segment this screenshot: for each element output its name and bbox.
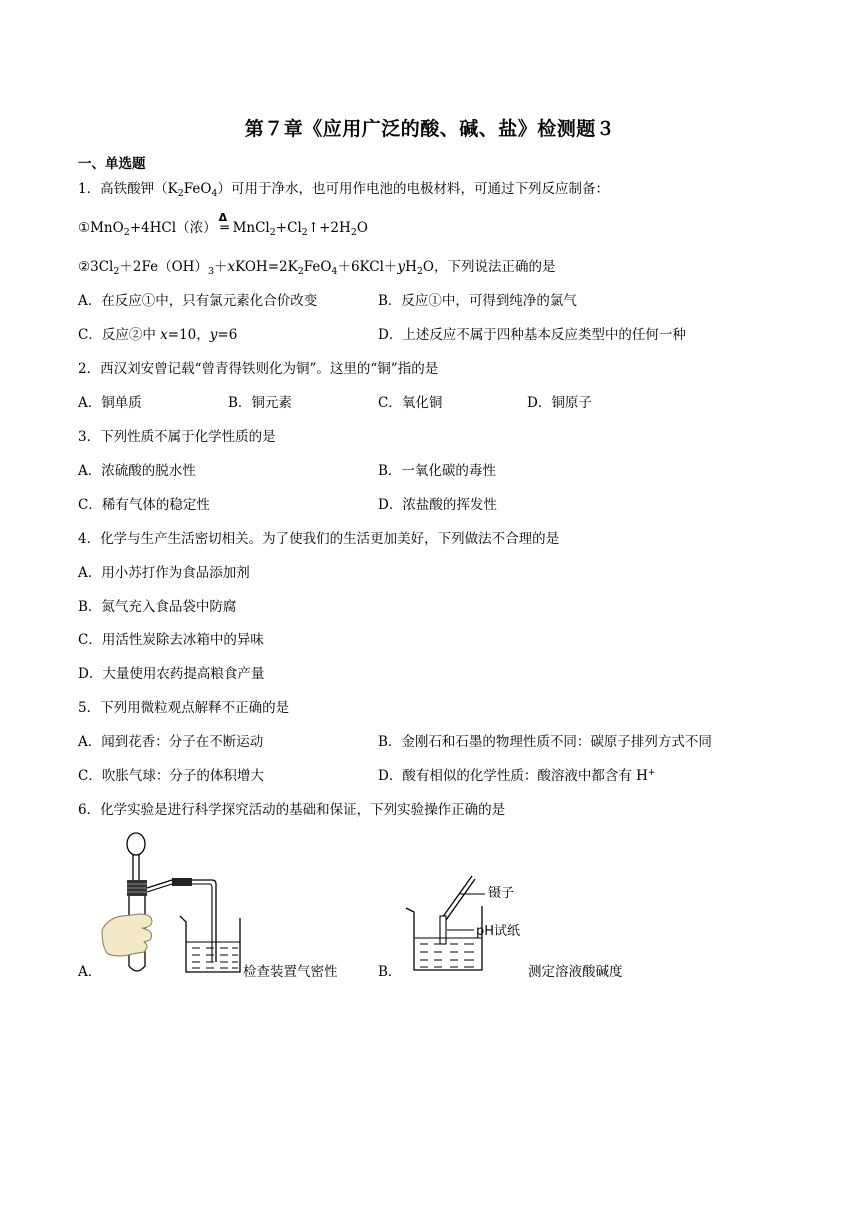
- question-1-option-d: D．上述反应不属于四种基本反应类型中的任何一种: [378, 327, 686, 343]
- question-6-stem: 6．化学实验是进行科学探究活动的基础和保证，下列实验操作正确的是: [78, 802, 506, 818]
- question-1-option-b: B．反应①中，可得到纯净的氯气: [378, 293, 577, 309]
- question-1-equation-1: ①MnO$_2$+4HCl（浓） Δ ═ $MnCl_2+Cl_2↑+2H_2O$: [78, 211, 368, 238]
- question-4-option-b: B．氮气充入食品袋中防腐: [78, 599, 237, 615]
- label-tweezers: 镊子: [488, 886, 515, 901]
- question-4-stem: 4．化学与生产生活密切相关。为了使我们的生活更加美好，下列做法不合理的是: [78, 531, 560, 547]
- question-5-option-c: C．吹胀气球：分子的体积增大: [78, 768, 264, 784]
- funnel-bulb: [127, 833, 145, 855]
- question-5-stem: 5．下列用微粒观点解释不正确的是: [78, 700, 290, 716]
- rubber-tube: [172, 878, 192, 886]
- question-4-option-c: C．用活性炭除去冰箱中的异味: [78, 632, 264, 648]
- question-6-option-b-text: 测定溶液酸碱度: [528, 964, 623, 980]
- question-2-option-b: B．铜元素: [228, 395, 292, 411]
- question-3-stem: 3．下列性质不属于化学性质的是: [78, 429, 276, 445]
- figure-airtightness-apparatus: [100, 830, 245, 980]
- question-1-equation-2: $②3Cl_2+2Fe(OH)_3+xKOH=2K_2FeO_4+6KCl+yH_2O$，下列说法正确的是: [78, 259, 556, 277]
- question-3-option-d: D．浓盐酸的挥发性: [378, 497, 497, 513]
- question-1-option-a: A．在反应①中，只有氯元素化合价改变: [78, 293, 318, 309]
- question-2-stem: 2．西汉刘安曾记载“曾青得铁则化为铜”。这里的“铜”指的是: [78, 361, 439, 377]
- question-1-stem: 1．高铁酸钾$(K_2FeO_4)$可用于净水，也可用作电池的电极材料，可通过下列反应制备：: [78, 181, 609, 199]
- tweezers: [442, 876, 472, 918]
- question-6-option-a-text: 检查装置气密性: [243, 964, 338, 980]
- page-title: 第７章《应用广泛的酸、碱、盐》检测题３: [244, 118, 616, 140]
- question-4-option-a: A．用小苏打作为食品添加剂: [78, 565, 250, 581]
- question-3-option-a: A．浓硫酸的脱水性: [78, 463, 196, 479]
- label-ph-paper: pH试纸: [476, 924, 521, 939]
- question-5-option-a: A．闻到花香：分子在不断运动: [78, 734, 264, 750]
- question-1-option-c: C．反应②中 x=10，y=6: [78, 327, 238, 343]
- question-3-option-c: C．稀有气体的稳定性: [78, 497, 210, 513]
- question-4-option-d: D．大量使用农药提高粮食产量: [78, 666, 265, 682]
- question-2-option-d: D．铜原子: [527, 395, 592, 411]
- beaker: [180, 916, 240, 972]
- ph-paper: [440, 916, 446, 944]
- question-3-option-b: B．一氧化碳的毒性: [378, 463, 496, 479]
- question-5-option-b: B．金刚石和石墨的物理性质不同：碳原子排列方式不同: [378, 734, 712, 750]
- section-heading: 一、单选题: [78, 156, 146, 172]
- question-6-option-a-letter: A．: [78, 964, 102, 980]
- question-5-option-d: D．酸有相似的化学性质：酸溶液中都含有 H+: [378, 768, 656, 784]
- hand-icon: [102, 914, 152, 956]
- heat-condition: Δ ═: [218, 211, 229, 236]
- question-2-option-c: C．氧化铜: [378, 395, 443, 411]
- question-2-option-a: A．铜单质: [78, 395, 142, 411]
- question-6-option-b-letter: B．: [378, 964, 402, 980]
